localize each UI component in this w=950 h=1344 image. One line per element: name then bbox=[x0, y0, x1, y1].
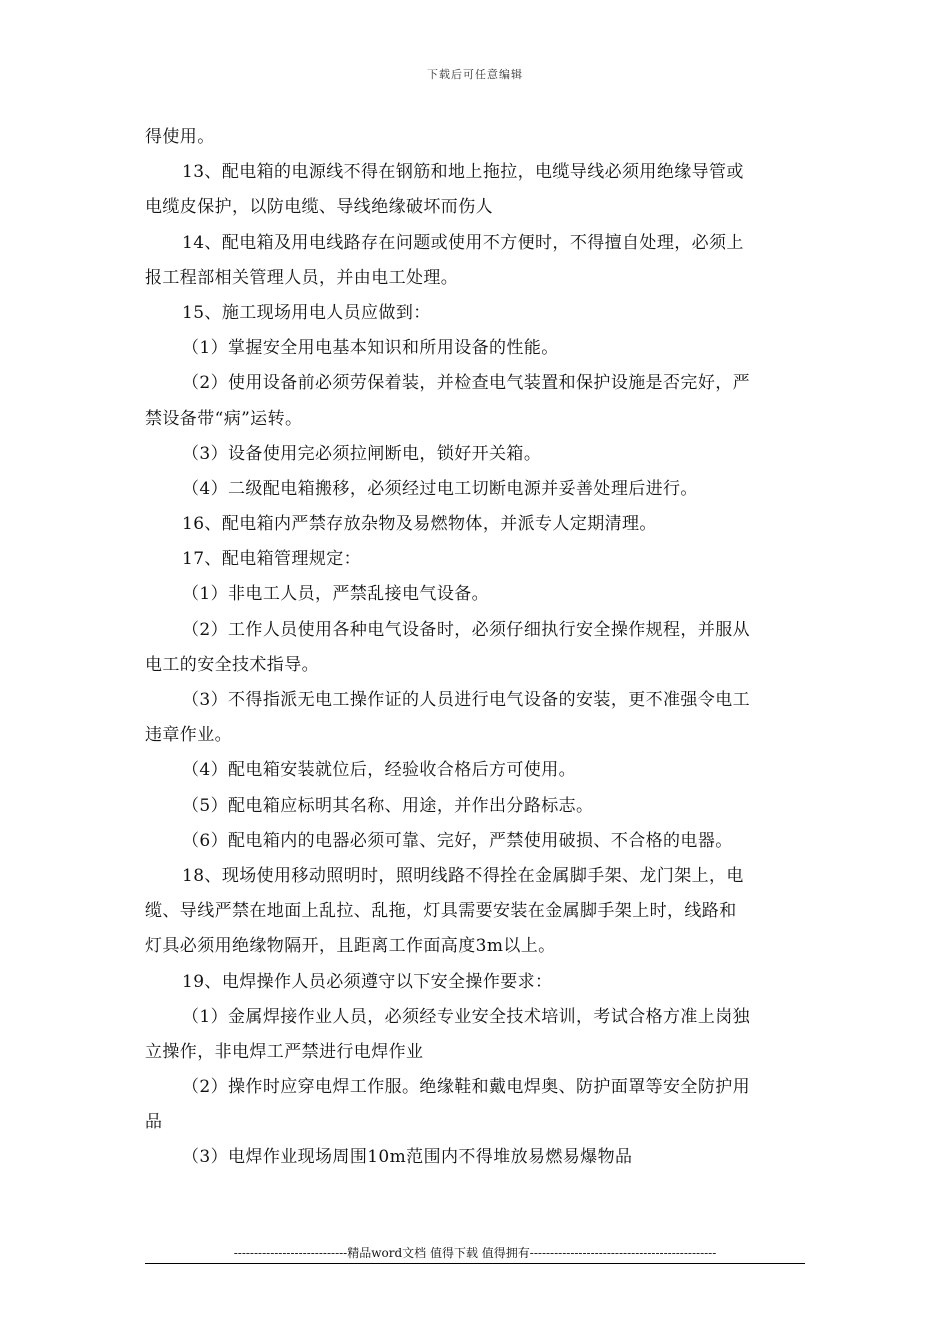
text-line: （1）非电工人员，严禁乱接电气设备。 bbox=[182, 584, 490, 605]
text-line: 灯具必须用绝缘物隔开，且距离工作面高度3m以上。 bbox=[145, 936, 556, 957]
document-body bbox=[145, 120, 805, 1176]
text-line: 电工的安全技术指导。 bbox=[145, 654, 319, 675]
text-line: 违章作业。 bbox=[145, 725, 232, 746]
text-line: （2）工作人员使用各种电气设备时，必须仔细执行安全操作规程，并服从 bbox=[182, 619, 751, 640]
text-line: 15、施工现场用电人员应做到： bbox=[182, 302, 431, 323]
text-line: 14、配电箱及用电线路存在问题或使用不方便时，不得擅自处理，必须上 bbox=[182, 232, 744, 253]
text-line: （2）操作时应穿电焊工作服。绝缘鞋和戴电焊奥、防护面罩等安全防护用 bbox=[182, 1077, 751, 1098]
text-line: 18、现场使用移动照明时，照明线路不得拴在金属脚手架、龙门架上，电 bbox=[182, 865, 744, 886]
text-line: （3）设备使用完必须拉闸断电，锁好开关箱。 bbox=[182, 443, 542, 464]
text-line: （5）配电箱应标明其名称、用途，并作出分路标志。 bbox=[182, 795, 594, 816]
text-line: （1）金属焊接作业人员，必须经专业安全技术培训，考试合格方准上岗独 bbox=[182, 1006, 751, 1027]
text-line: 品 bbox=[145, 1112, 163, 1133]
text-line: （6）配电箱内的电器必须可靠、完好，严禁使用破损、不合格的电器。 bbox=[182, 830, 733, 851]
text-line: 16、配电箱内严禁存放杂物及易燃物体，并派专人定期清理。 bbox=[182, 514, 657, 535]
text-line: 13、配电箱的电源线不得在钢筋和地上拖拉，电缆导线必须用绝缘导管或 bbox=[182, 162, 744, 183]
text-line: 电缆皮保护，以防电缆、导线绝缘破坏而伤人 bbox=[145, 197, 493, 218]
text-line: 19、电焊操作人员必须遵守以下安全操作要求： bbox=[182, 971, 553, 992]
text-line: （3）不得指派无电工操作证的人员进行电气设备的安装，更不准强令电工 bbox=[182, 690, 751, 710]
text-line: （2）使用设备前必须劳保着装，并检查电气装置和保护设施是否完好，严 bbox=[182, 373, 751, 394]
text-line: （1）掌握安全用电基本知识和所用设备的性能。 bbox=[182, 338, 559, 359]
text-line: （3）电焊作业现场周围10m范围内不得堆放易燃易爆物品 bbox=[182, 1147, 633, 1168]
text-line: 得使用。 bbox=[145, 127, 215, 147]
text-line: 缆、导线严禁在地面上乱拉、乱拖，灯具需要安装在金属脚手架上时，线路和 bbox=[145, 901, 737, 922]
text-line: 17、配电箱管理规定： bbox=[182, 549, 362, 570]
text-line: 报工程部相关管理人员，并由电工处理。 bbox=[145, 267, 459, 288]
text-line: 立操作，非电焊工严禁进行电焊作业 bbox=[145, 1041, 424, 1062]
text-line: 禁设备带“病”运转。 bbox=[145, 408, 303, 429]
text-line: （4）二级配电箱搬移，必须经过电工切断电源并妥善处理后进行。 bbox=[182, 478, 698, 499]
footer-text: ----------------------------精品word文档 值得下载 值得拥有---------------------------------------------- bbox=[233, 1246, 717, 1260]
page-header: 下载后可任意编辑 bbox=[427, 68, 523, 81]
footer-divider bbox=[145, 1263, 805, 1264]
page-footer bbox=[145, 1245, 805, 1264]
text-line: （4）配电箱安装就位后，经验收合格后方可使用。 bbox=[182, 760, 577, 781]
